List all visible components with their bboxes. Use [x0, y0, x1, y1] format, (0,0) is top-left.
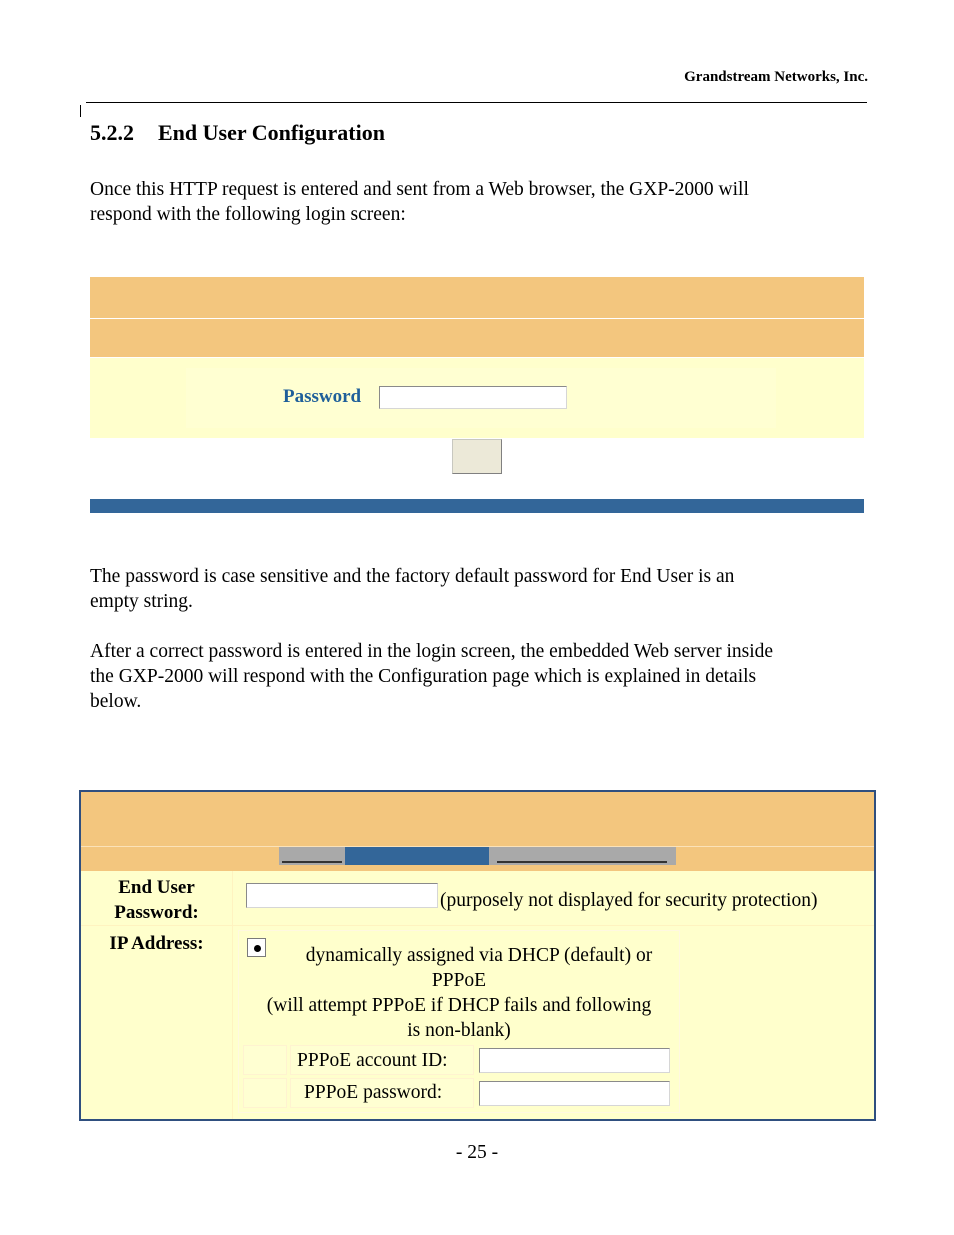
tab-underline [497, 861, 667, 863]
ip-address-label: IP Address: [109, 933, 204, 954]
end-user-password-label [81, 875, 232, 925]
tab-underline [282, 861, 342, 863]
dhcp-line: PPPoE [431, 970, 487, 991]
section-number: 5.2.2 [90, 120, 134, 145]
intro-paragraph [90, 177, 870, 227]
config-row-divider [81, 925, 874, 926]
dhcp-line: is non-blank) [407, 1020, 511, 1041]
after-line: After a correct password is entered in the login screen, the embedded Web server inside [90, 641, 774, 662]
login-button[interactable] [452, 439, 502, 474]
password-line: The password is case sensitive and the factory default password for End User is an [90, 566, 735, 587]
dhcp-line: dynamically assigned via DHCP (default) or [305, 945, 653, 966]
pppoe-password-spacer [243, 1078, 287, 1108]
page-number: - 25 - [455, 1142, 499, 1163]
login-password-label: Password [283, 386, 362, 407]
intro-line: respond with the following login screen: [90, 204, 406, 225]
login-password-input[interactable] [379, 386, 567, 409]
config-column-divider [232, 871, 233, 1119]
login-header-band [90, 277, 864, 318]
password-line: empty string. [90, 591, 193, 612]
label-line: End User [118, 877, 195, 898]
tab-active[interactable] [345, 847, 489, 865]
pppoe-password-input[interactable] [479, 1081, 670, 1106]
change-bar [80, 105, 81, 117]
after-line: below. [90, 691, 142, 712]
login-subheader-band [90, 319, 864, 357]
dhcp-description [240, 943, 678, 1043]
after-login-paragraph [90, 639, 870, 714]
end-user-password-input[interactable] [246, 883, 438, 908]
login-footer-band [90, 499, 864, 513]
password-paragraph [90, 564, 870, 614]
after-line: the GXP-2000 will respond with the Configuration page which is explained in details [90, 666, 757, 687]
pppoe-account-spacer [243, 1045, 287, 1075]
section-title-text: End User Configuration [158, 120, 385, 145]
dhcp-line: (will attempt PPPoE if DHCP fails and following [266, 995, 652, 1016]
section-title [90, 120, 385, 146]
pppoe-account-input[interactable] [479, 1048, 670, 1073]
header-rule [86, 102, 867, 103]
label-line: Password: [114, 902, 199, 923]
end-user-password-note: (purposely not displayed for security protection) [440, 890, 818, 911]
pppoe-account-label: PPPoE account ID: [297, 1050, 448, 1071]
company-name: Grandstream Networks, Inc. [684, 69, 868, 85]
intro-line: Once this HTTP request is entered and sent from a Web browser, the GXP-2000 will [90, 179, 749, 200]
pppoe-password-label: PPPoE password: [304, 1082, 443, 1103]
